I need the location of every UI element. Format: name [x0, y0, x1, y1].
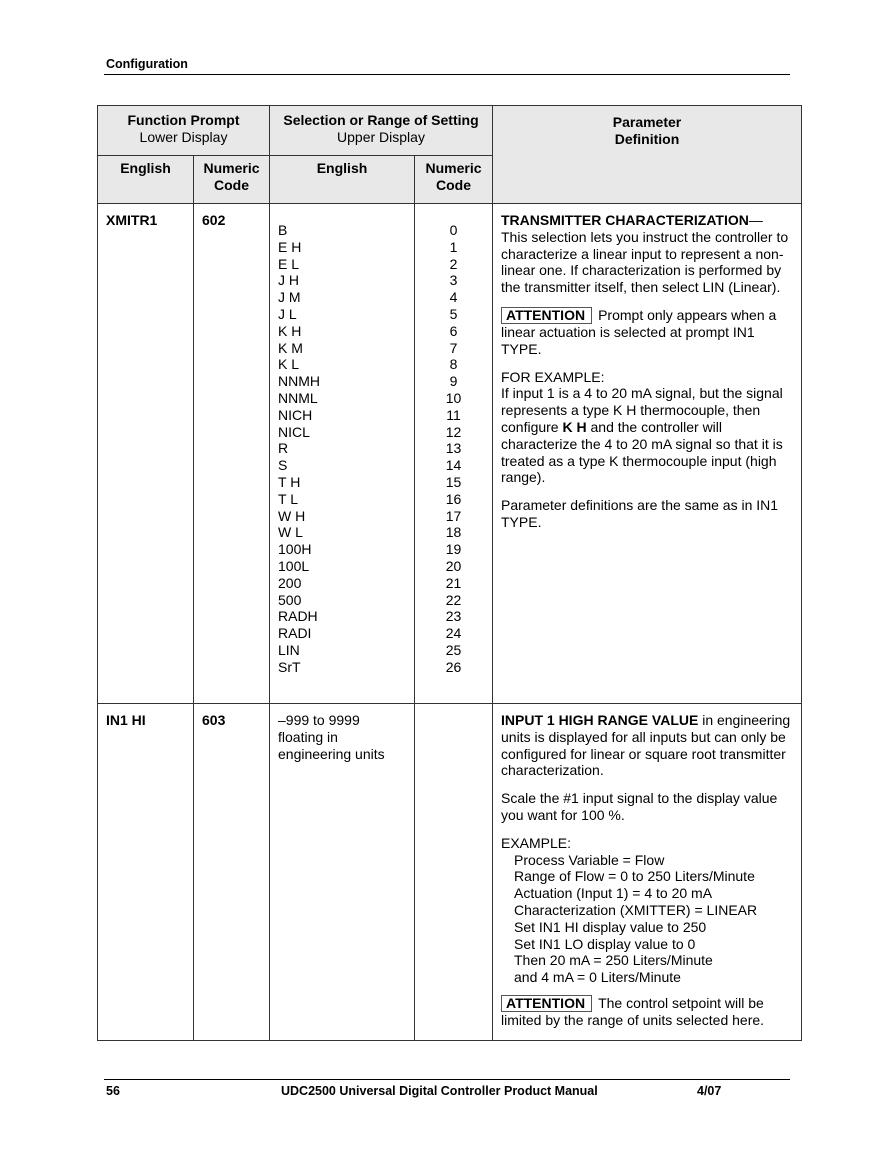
list-item: 3 — [449, 272, 458, 289]
list-item: S — [278, 457, 288, 474]
table-row — [98, 704, 802, 1041]
list-item: B — [278, 222, 288, 238]
list-item: 20 — [445, 557, 462, 574]
list-item: 0 — [449, 222, 458, 238]
example-line: Characterization (XMITTER) = LINEAR — [514, 901, 758, 918]
parameter-label: Parameter — [612, 114, 682, 130]
list-item: K M — [278, 339, 303, 356]
prompt-code: 603 — [194, 704, 270, 1041]
list-item: 100H — [278, 541, 312, 558]
list-item: 18 — [445, 524, 462, 541]
list-item: LIN — [278, 641, 300, 658]
list-item: J H — [278, 272, 299, 289]
selection-numeric-header: Numeric Code — [415, 156, 493, 204]
selection-codes-empty — [415, 704, 493, 1041]
list-item: 1 — [449, 238, 458, 255]
list-item: 13 — [445, 440, 462, 457]
list-item: 9 — [449, 373, 458, 390]
list-item: K L — [278, 356, 300, 373]
example-line: Actuation (Input 1) = 4 to 20 mA — [514, 885, 713, 902]
attention-text: Prompt only appears when a linear actuation is selected at prompt IN1 TYPE. — [501, 306, 777, 357]
example-line: Set IN1 HI display value to 250 — [514, 918, 707, 935]
list-item: NNMH — [278, 373, 320, 390]
list-item: 7 — [449, 339, 458, 356]
list-item: engineering units — [278, 745, 385, 762]
function-prompt-label: Function Prompt — [127, 112, 240, 128]
definition-text: This selection lets you instruct the controller to characterize a linear input to represent a non-linear one. If characterization is performed by the transmitter itself, then select LIN (Linear). — [501, 228, 789, 296]
code-list — [423, 222, 484, 676]
list-item: K H — [278, 322, 302, 339]
footer-rule — [104, 1079, 790, 1080]
list-item: 2 — [449, 255, 458, 272]
prompt-numeric-header: Numeric Code — [194, 156, 270, 204]
list-item: NICH — [278, 406, 313, 423]
selection-list — [278, 222, 406, 676]
example-label: EXAMPLE: — [501, 834, 572, 851]
parameter-definition: INPUT 1 HIGH RANGE VALUE in engineering units is displayed for all inputs but can only be configured for linear or square root transmitter characterization. Scale the #1 input signal to the display value you want for 100 %. EXAMPLE: Process Variable = Flow Range of Flow = 0 to 250 Liters/Minute Actuation (Input 1) = 4 to 20 mA Characterization (XMITTER) = LINEAR Set IN1 HI display value to 250 Set IN1 LO display value to 0 Then 20 mA = 250 Liters/Minute and 4 mA = 0 Liters/Minute ATTENTION The control setpoint will be limited by the range of units selected here. — [493, 704, 802, 1041]
list-item: RADH — [278, 608, 318, 625]
selection-label: Selection or Range of Setting — [283, 112, 479, 128]
list-item: NNML — [278, 389, 318, 406]
example-line: Set IN1 LO display value to 0 — [514, 935, 696, 952]
list-item: 100L — [278, 557, 310, 574]
page-number: 56 — [106, 1084, 120, 1098]
example-line: Range of Flow = 0 to 250 Liters/Minute — [514, 868, 755, 885]
list-item: R — [278, 440, 289, 457]
list-item: E H — [278, 238, 302, 255]
parameter-definition-header — [493, 106, 802, 204]
upper-display-label: Upper Display — [337, 129, 425, 145]
list-item: 25 — [445, 641, 462, 658]
example-line: and 4 mA = 0 Liters/Minute — [514, 969, 681, 986]
list-item: T L — [278, 490, 298, 507]
definition-label: Definition — [614, 131, 680, 147]
prompt-english-header: English — [98, 156, 194, 204]
list-item: 11 — [446, 406, 461, 423]
definition-note: Parameter definitions are the same as in IN1 TYPE. — [501, 497, 779, 530]
list-item: 12 — [445, 423, 462, 440]
attention-badge: ATTENTION — [501, 995, 592, 1012]
selection-english — [270, 204, 415, 704]
list-item: 8 — [449, 356, 458, 373]
list-item: 23 — [445, 608, 462, 625]
header-rule — [104, 74, 790, 75]
list-item: 17 — [445, 507, 462, 524]
list-item: RADI — [278, 625, 312, 642]
range-text — [278, 712, 406, 762]
list-item: 5 — [449, 305, 458, 322]
list-item: 22 — [445, 591, 462, 608]
lower-display-label: Lower Display — [139, 129, 228, 145]
list-item: J M — [278, 289, 301, 306]
footer-date: 4/07 — [697, 1084, 722, 1098]
list-item: E L — [278, 255, 300, 272]
prompt-english: XMITR1 — [98, 204, 194, 704]
example-line: Then 20 mA = 250 Liters/Minute — [514, 952, 713, 969]
example-line: Process Variable = Flow — [514, 851, 665, 868]
example-label: FOR EXAMPLE: — [501, 368, 605, 385]
list-item: 26 — [445, 658, 462, 675]
list-item: –999 to 9999 — [278, 712, 360, 728]
list-item: J L — [278, 305, 297, 322]
definition-text: Scale the #1 input signal to the display value you want for 100 %. — [501, 790, 778, 823]
list-item: 500 — [278, 591, 302, 608]
list-item: 4 — [449, 289, 458, 306]
selection-english-header: English — [270, 156, 415, 204]
footer-title: UDC2500 Universal Digital Controller Product Manual — [281, 1084, 598, 1098]
attention-badge: ATTENTION — [501, 307, 592, 324]
prompt-english: IN1 HI — [98, 704, 194, 1041]
list-item: NICL — [278, 423, 310, 440]
section-header: Configuration — [106, 57, 188, 71]
configuration-table — [97, 105, 802, 1041]
attention-text: The control setpoint will be limited by the range of units selected here. — [501, 994, 765, 1028]
list-item: 14 — [445, 457, 462, 474]
list-item: W H — [278, 507, 306, 524]
list-item: 10 — [445, 389, 462, 406]
list-item: 200 — [278, 574, 302, 591]
list-item: T H — [278, 473, 301, 490]
definition-title: INPUT 1 HIGH RANGE VALUE — [501, 712, 699, 728]
definition-title: TRANSMITTER CHARACTERIZATION — [501, 212, 749, 228]
selection-codes — [415, 204, 493, 704]
prompt-code: 602 — [194, 204, 270, 704]
selection-header — [270, 106, 493, 156]
list-item: SrT — [278, 658, 301, 675]
list-item: 16 — [445, 490, 462, 507]
function-prompt-header — [98, 106, 270, 156]
list-item: 24 — [445, 625, 462, 642]
list-item: 6 — [449, 322, 458, 339]
list-item: 15 — [445, 473, 462, 490]
table-row — [98, 204, 802, 704]
list-item: 19 — [445, 541, 462, 558]
list-item: floating in — [278, 728, 338, 745]
example-lines — [501, 852, 792, 986]
list-item: W L — [278, 524, 303, 541]
parameter-definition: TRANSMITTER CHARACTERIZATION— This selection lets you instruct the controller to characterize a linear input to represent a non-linear one. If characterization is performed by the transmitter itself, then select LIN (Linear). ATTENTION Prompt only appears when a linear actuation is selected at prompt IN1 TYPE. FOR EXAMPLE: If input 1 is a 4 to 20 mA signal, but the signal represents a type K H thermocouple, then configure K H and the controller will characterize the 4 to 20 mA signal so that it is treated as a type K thermocouple input (high range). Parameter definitions are the same as in IN1 TYPE. — [493, 204, 802, 704]
list-item: 21 — [445, 574, 462, 591]
selection-range — [270, 704, 415, 1041]
